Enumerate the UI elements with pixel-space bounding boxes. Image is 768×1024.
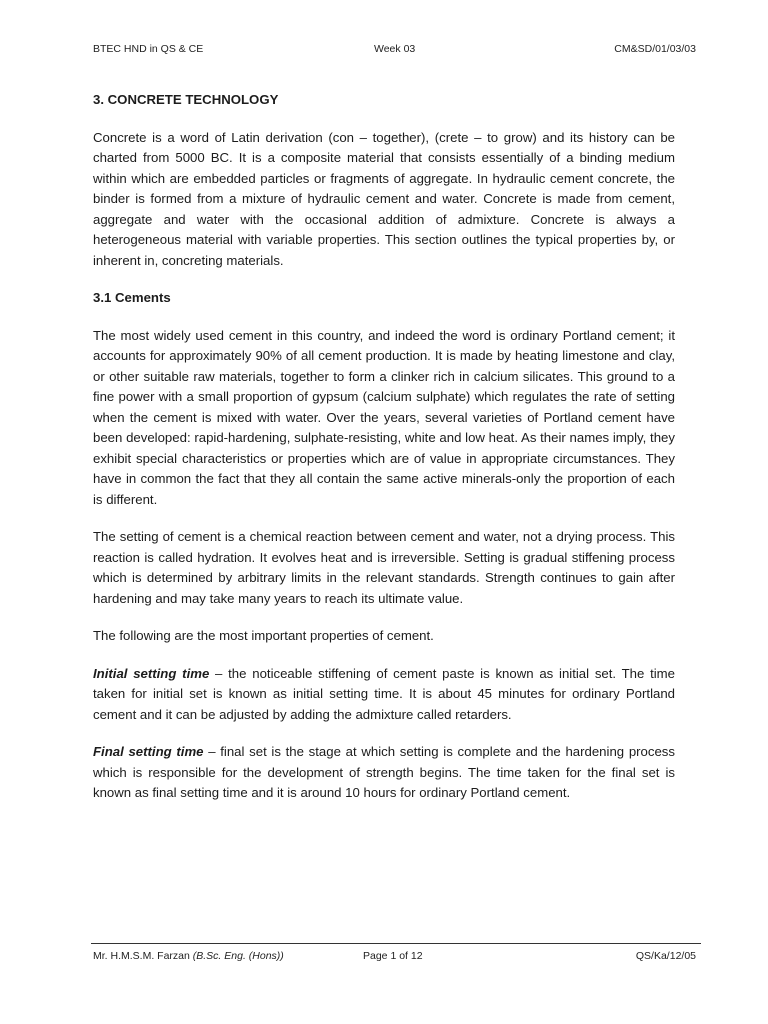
cements-paragraph-1: The most widely used cement in this country, and indeed the word is ordinary Portland cement; it accounts for approximately 90% of all cement production. It is made by heating limestone and clay, or other suitable raw materials, together to form a clinker rich in calcium silicates. This ground to a fine power with a small proportion of gypsum (calcium sulphate) which regulates the rate of setting when the cement is mixed with water. Over the years, several varieties of Portland cement have been developed: rapid-hardening, sulphate-resisting, white and low heat. As their names imply, they exhibit special characteristics or properties which are of value in appropriate circumstances. They have in common the fact that they all contain the same active minerals-only the proportion of each is different. [93,327,675,507]
intro-paragraph: Concrete is a word of Latin derivation (con – together), (crete – to grow) and its history can be charted from 5000 BC. It is a composite material that consists essentially of a binding medium within which are embedded particles or fragments of aggregate. In hydraulic cement concrete, the binder is formed from a mixture of hydraulic cement and water. Concrete is made from cement, aggregate and water with the occasional addition of admixture. Concrete is always a heterogeneous material with variable properties. This section outlines the typical properties by, or inherent in, concreting materials. [93,129,675,268]
footer-author-qualification: (B.Sc. Eng. (Hons)) [192,950,284,962]
initial-setting-text: – the noticeable stiffening of cement paste is known as initial set. The time taken for initial set is known as initial setting time. It is about 45 minutes for ordinary Portland cement and it can be adjusted by adding the admixture called retarders. [93,665,675,722]
final-setting-term: Final setting time [93,744,204,759]
header-reference: CM&SD/01/03/03 [614,43,696,55]
footer-page-number: Page 1 of 12 [363,950,423,962]
section-title: 3. CONCRETE TECHNOLOGY [93,92,279,107]
subsection-title: 3.1 Cements [93,290,171,305]
document-body [93,90,675,804]
footer-code: QS/Ka/12/05 [635,950,696,962]
cements-paragraph-3: The following are the most important properties of cement. [93,628,434,643]
page-footer [93,950,696,964]
cements-paragraph-2: The setting of cement is a chemical reaction between cement and water, not a drying process. This reaction is called hydration. It evolves heat and is irreversible. Setting is gradual stiffening process which is determined by arbitrary limits in the relevant standards. Strength continues to gain after hardening and may take many years to reach its ultimate value. [93,529,675,606]
footer-divider [91,943,701,944]
initial-setting-term: Initial setting time [93,665,210,681]
final-setting-text: – final set is the stage at which setting is complete and the hardening process which is responsible for the development of strength begins. The time taken for the final set is known as final setting time and it is around 10 hours for ordinary Portland cement. [93,744,675,800]
initial-setting-paragraph [93,664,675,726]
header-week: Week 03 [374,43,416,55]
footer-author: Mr. H.M.S.M. Farzan [93,950,193,962]
footer-author-block [93,950,284,962]
header-course: BTEC HND in QS & CE [93,43,204,55]
final-setting-paragraph [93,742,675,804]
page-header [93,43,696,57]
